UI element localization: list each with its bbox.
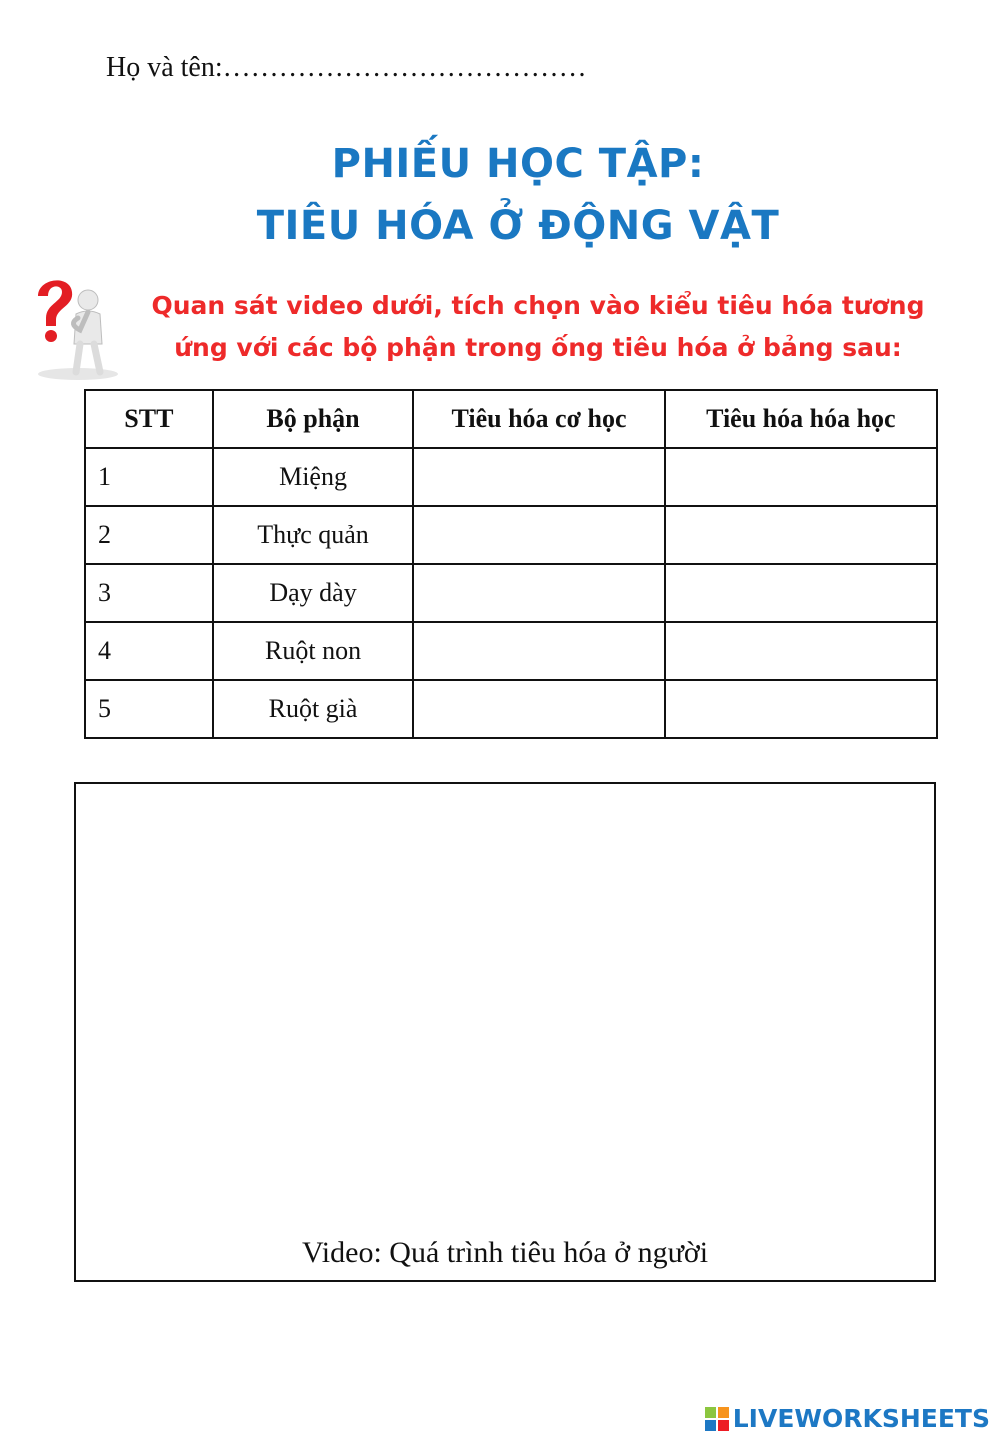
row-number: 3 bbox=[85, 564, 213, 622]
liveworksheets-logo-icon bbox=[705, 1407, 729, 1431]
mechanical-checkbox-cell[interactable] bbox=[413, 564, 664, 622]
row-part: Dạy dày bbox=[213, 564, 414, 622]
mechanical-checkbox-cell[interactable] bbox=[413, 622, 664, 680]
row-part: Thực quản bbox=[213, 506, 414, 564]
liveworksheets-brand bbox=[705, 1404, 990, 1433]
table-row bbox=[85, 622, 937, 680]
header-part: Bộ phận bbox=[213, 390, 414, 448]
row-part: Ruột già bbox=[213, 680, 414, 738]
chemical-checkbox-cell[interactable] bbox=[665, 564, 937, 622]
table-header-row bbox=[85, 390, 937, 448]
chemical-checkbox-cell[interactable] bbox=[665, 506, 937, 564]
table-row bbox=[85, 564, 937, 622]
instruction-line-1: Quan sát video dưới, tích chọn vào kiểu tiêu hóa tương bbox=[151, 291, 925, 320]
chemical-checkbox-cell[interactable] bbox=[665, 622, 937, 680]
mechanical-checkbox-cell[interactable] bbox=[413, 680, 664, 738]
row-number: 5 bbox=[85, 680, 213, 738]
worksheet-title: PHIẾU HỌC TẬP: bbox=[331, 141, 705, 187]
table-row bbox=[85, 680, 937, 738]
chemical-checkbox-cell[interactable] bbox=[665, 680, 937, 738]
chemical-checkbox-cell[interactable] bbox=[665, 448, 937, 506]
row-number: 1 bbox=[85, 448, 213, 506]
instruction-line-2: ứng với các bộ phận trong ống tiêu hóa ở bảng sau: bbox=[174, 333, 902, 362]
video-caption: Video: Quá trình tiêu hóa ở người bbox=[301, 1236, 709, 1269]
row-number: 4 bbox=[85, 622, 213, 680]
brand-name: LIVEWORKSHEETS bbox=[732, 1404, 990, 1433]
table-row bbox=[85, 448, 937, 506]
worksheet-subtitle: TIÊU HÓA Ở ĐỘNG VẬT bbox=[256, 203, 780, 249]
row-part: Miệng bbox=[213, 448, 414, 506]
mechanical-checkbox-cell[interactable] bbox=[413, 448, 664, 506]
header-stt: STT bbox=[85, 390, 213, 448]
digestion-table bbox=[84, 389, 938, 739]
student-name-field[interactable]: Họ và tên:………………………………… bbox=[106, 52, 587, 83]
table-row bbox=[85, 506, 937, 564]
header-mechanical: Tiêu hóa cơ học bbox=[413, 390, 664, 448]
row-part: Ruột non bbox=[213, 622, 414, 680]
header-chemical: Tiêu hóa hóa học bbox=[665, 390, 937, 448]
row-number: 2 bbox=[85, 506, 213, 564]
thinking-person-icon bbox=[28, 270, 126, 382]
mechanical-checkbox-cell[interactable] bbox=[413, 506, 664, 564]
video-player[interactable] bbox=[74, 782, 936, 1282]
